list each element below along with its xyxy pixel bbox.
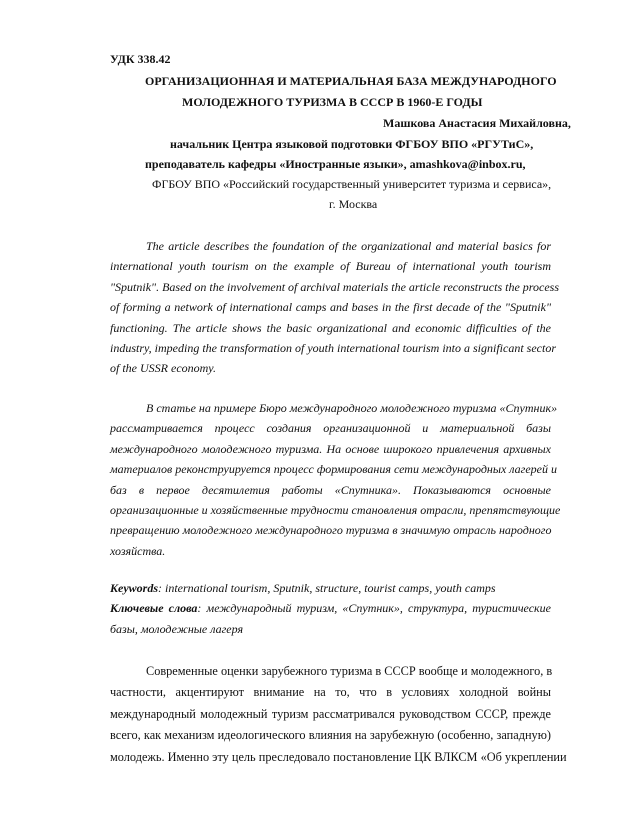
author-city: г. Москва xyxy=(329,197,378,211)
keywords-en-text: : international tourism, Sputnik, structure, tourist camps, youth camps xyxy=(158,581,496,595)
abstract-ru-line: баз в первое десятилетия работы «Спутника». Показываются основные xyxy=(110,482,551,497)
abstract-en-line: of forming a network of international camps and bases in the first decade of the "Sputnik" xyxy=(110,300,551,315)
abstract-en-line: of the USSR economy. xyxy=(110,361,216,376)
body-paragraph xyxy=(110,661,567,768)
body-line: всего, как механизм идеологического влияния на зарубежную (особенно, западную) xyxy=(110,728,551,743)
abstract-russian xyxy=(110,398,561,561)
author-name: Машкова Анастасия Михайловна, xyxy=(383,116,571,130)
keywords-en xyxy=(110,578,551,598)
udk-code: УДК 338.42 xyxy=(110,52,171,66)
author-organization: ФГБОУ ВПО «Российский государственный университет туризма и сервиса», xyxy=(152,177,552,191)
abstract-en-line: international youth tourism on the example of Bureau of international youth tourism xyxy=(110,259,551,274)
abstract-ru-line: рассматривается процесс создания организационной и материальной базы xyxy=(110,421,551,436)
abstract-english xyxy=(110,236,559,379)
abstract-ru-line: В статье на примере Бюро международного молодежного туризма «Спутник» xyxy=(146,401,558,415)
abstract-en-line: The article describes the foundation of the organizational and material basics for xyxy=(146,239,551,253)
author-position-1: начальник Центра языковой подготовки ФГБОУ ВПО «РГУТиС», xyxy=(170,137,534,151)
abstract-ru-line: превращению молодежного международного туризма в значимую отрасль народного xyxy=(110,523,552,538)
body-line: Современные оценки зарубежного туризма в СССР вообще и молодежного, в xyxy=(146,664,553,678)
title-line-2: МОЛОДЕЖНОГО ТУРИЗМА В СССР В 1960-Е ГОДЫ xyxy=(182,95,483,109)
abstract-ru-line: международного молодежного туризма. На основе широкого привлечения архивных xyxy=(110,441,551,456)
keywords-block xyxy=(110,578,551,639)
author-position-2: преподаватель кафедры «Иностранные языки», amashkova@inbox.ru, xyxy=(145,157,526,171)
keywords-ru-label: Ключевые слова xyxy=(110,601,198,616)
abstract-en-line: "Sputnik". Based on the involvement of archival materials the article reconstructs the process xyxy=(110,279,559,294)
abstract-en-line: functioning. The article shows the basic organizational and economic difficulties of the xyxy=(110,320,551,335)
abstract-ru-line: хозяйства. xyxy=(110,543,166,558)
abstract-en-line: industry, impeding the transformation of youth international tourism into a significant sector xyxy=(110,341,556,356)
body-line: международный молодежный туризм рассматривался руководством СССР, прежде xyxy=(110,706,551,721)
keywords-ru-continued: базы, молодежные лагеря xyxy=(110,621,244,636)
keywords-ru-text: : международный туризм, «Спутник», структура, туристические xyxy=(197,601,551,616)
keywords-ru xyxy=(110,598,551,618)
body-line: частности, акцентируют внимание на то, что в условиях холодной войны xyxy=(110,685,551,700)
body-line: молодежь. Именно эту цель преследовало постановление ЦК ВЛКСМ «Об укреплении xyxy=(110,749,567,764)
keywords-en-label: Keywords xyxy=(110,581,158,595)
title-line-1: ОРГАНИЗАЦИОННАЯ И МАТЕРИАЛЬНАЯ БАЗА МЕЖДУНАРОДНОГО xyxy=(145,74,557,88)
abstract-ru-line: организационные и хозяйственные трудности становления отрасли, препятствующие xyxy=(110,503,561,518)
abstract-ru-line: материалов реконструируется процесс формирования сети международных лагерей и xyxy=(110,462,558,477)
